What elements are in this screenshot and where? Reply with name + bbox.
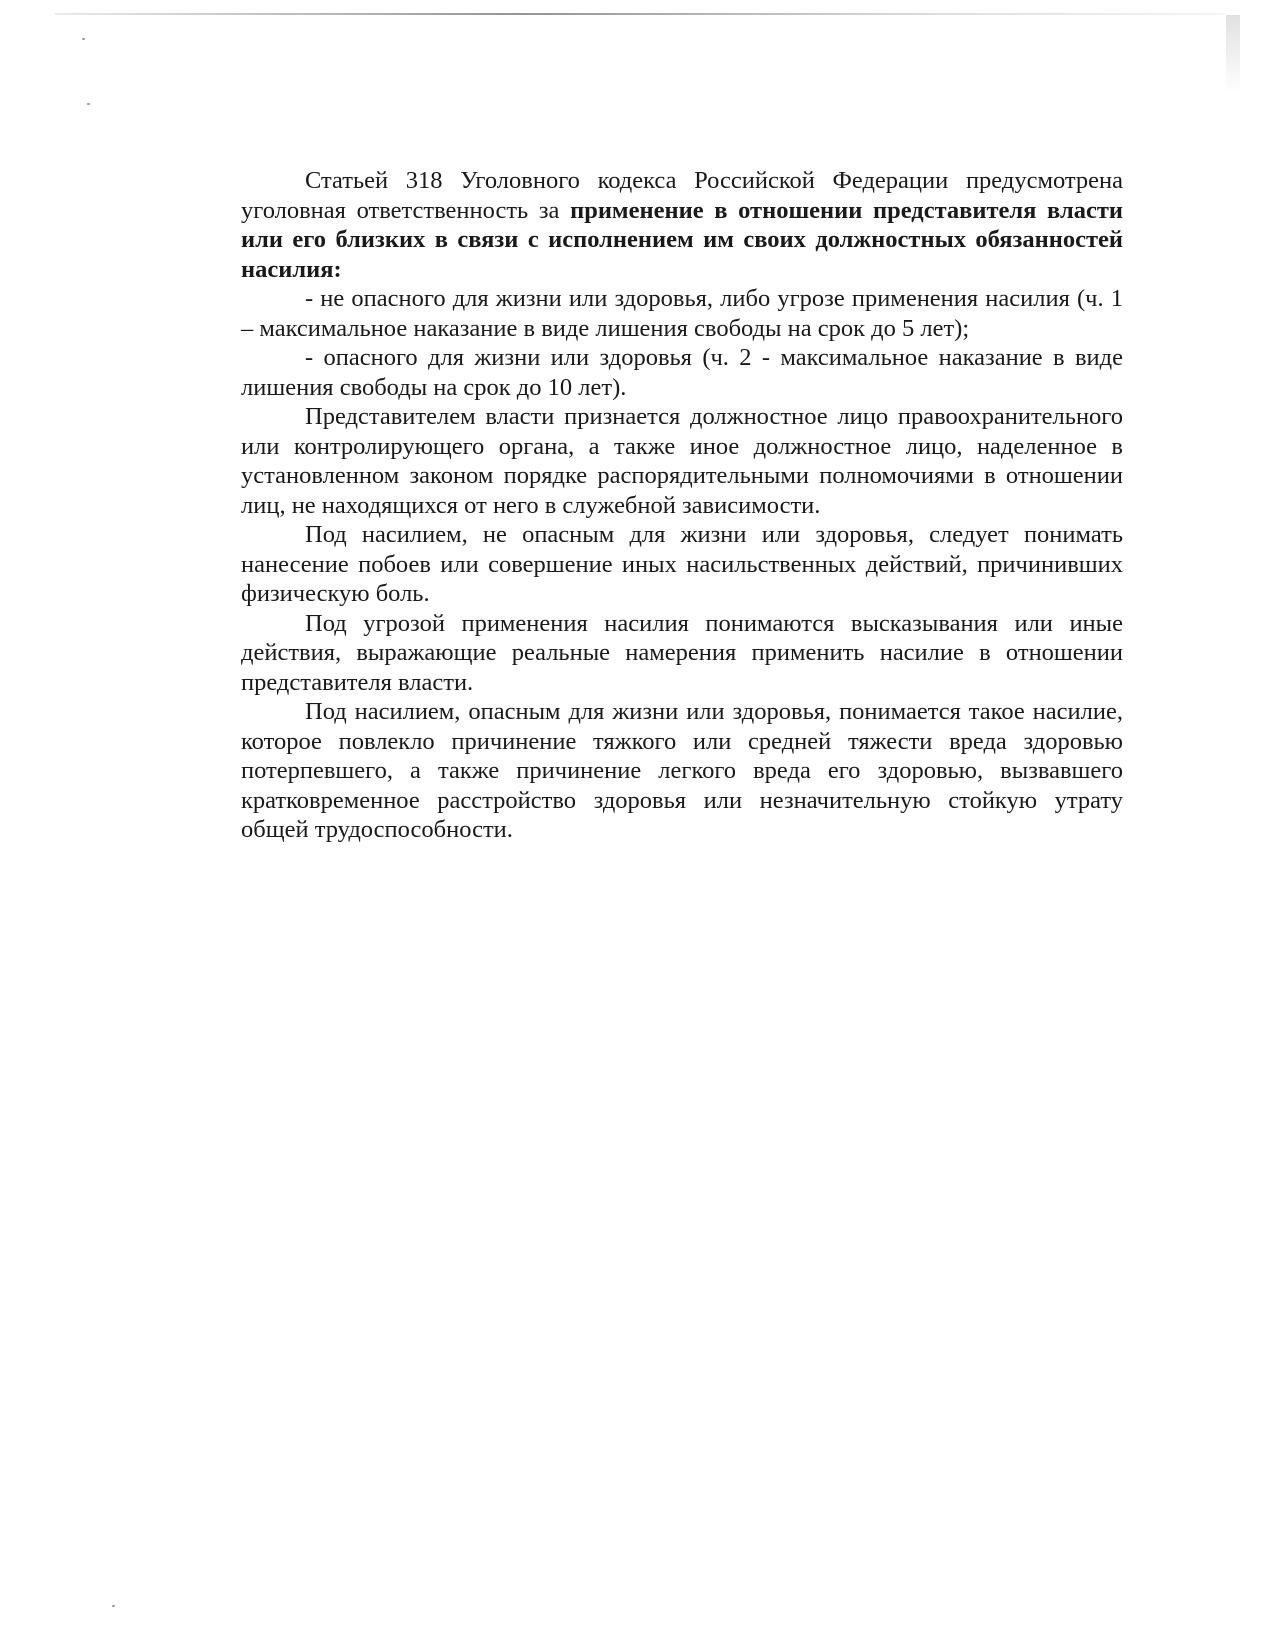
scan-speck [112,1605,115,1607]
paragraph-part-2: - опасного для жизни или здоровья (ч. 2 - максимальное наказание в виде лишения свободы на срок до 10 лет). [241,344,1123,401]
intro-paragraph [241,166,1123,284]
scan-shadow [1226,15,1240,90]
intro-bold: применение в отношении представителя власти или его близких в связи с исполнением им своих должностных обязанностей насилия: [241,196,1123,283]
scan-edge-line [55,13,1225,15]
paragraph-non-dangerous-violence: Под насилием, не опасным для жизни или здоровья, следует понимать нанесение побоев или совершение иных насильственных действий, причинивших физическую боль. [241,521,1123,607]
scan-speck [82,38,85,40]
paragraph-authority-definition: Представителем власти признается должностное лицо правоохранительного или контролирующего органа, а также иное должностное лицо, наделенное в установленном законом порядке распорядительными полномочиями в отношении лиц, не находящихся от него в служебной зависимости. [241,403,1123,519]
document-body [241,166,1123,845]
scan-speck [87,103,90,105]
paragraph-part-1: - не опасного для жизни или здоровья, либо угрозе применения насилия (ч. 1 – максимальное наказание в виде лишения свободы на срок до 5 лет); [241,285,1123,342]
paragraph-dangerous-violence: Под насилием, опасным для жизни или здоровья, понимается такое насилие, которое повлекло причинение тяжкого или средней тяжести вреда здоровью потерпевшего, а также причинение легкого вреда его здоровью, вызвавшего кратковременное расстройство здоровья или незначительную стойкую утрату общей трудоспособности. [241,698,1123,843]
paragraph-threat-definition: Под угрозой применения насилия понимаются высказывания или иные действия, выражающие реальные намерения применить насилие в отношении представителя власти. [241,609,1123,696]
intro-lead: Статьей 318 Уголовного кодекса Российской Федерации предусмотрена уголовная ответственность за [241,167,1123,224]
